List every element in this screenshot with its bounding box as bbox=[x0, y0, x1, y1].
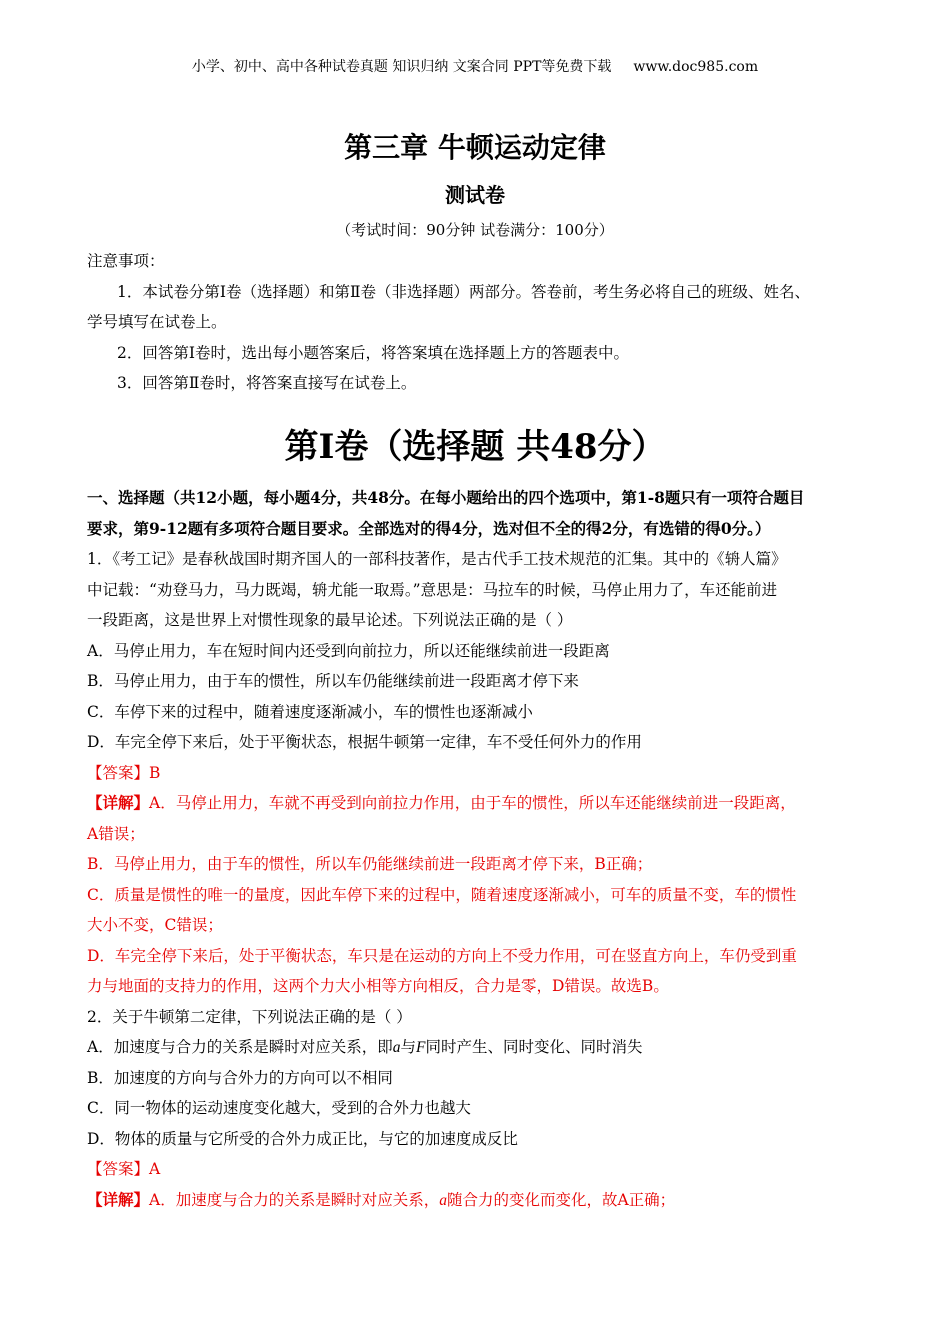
chapter-title: 第三章 牛顿运动定律 bbox=[344, 131, 606, 164]
q2-detail-a bbox=[87, 1185, 877, 1216]
header-url[interactable]: www.doc985.com bbox=[633, 59, 759, 75]
q1-detail-a-cont: A错误； bbox=[87, 824, 145, 843]
answer-label: 【答案】 bbox=[87, 1160, 150, 1178]
notes-heading: 注意事项： bbox=[87, 252, 165, 270]
q1-stem-line-3: 一段距离，这是世界上对惯性现象的最早论述。下列说法正确的是（ ） bbox=[87, 611, 573, 629]
answer-value: A bbox=[149, 1160, 161, 1178]
q1-detail-b: B．马停止用力，由于车的惯性，所以车仍能继续前进一段距离才停下来，B正确； bbox=[87, 855, 653, 873]
notes-block bbox=[87, 246, 877, 399]
q2-option-d: D．物体的质量与它所受的合外力成正比，与它的加速度成反比 bbox=[87, 1129, 518, 1148]
q2-answer bbox=[87, 1154, 877, 1185]
exam-info: （考试时间：90分钟 试卷满分：100分） bbox=[336, 221, 614, 239]
q1-option-a: A．马停止用力，车在短时间内还受到向前拉力，所以还能继续前进一段距离 bbox=[87, 641, 610, 660]
detail-label: 【详解】 bbox=[87, 793, 150, 812]
q1-detail-c: C．质量是惯性的唯一的量度，因此车停下来的过程中，随着速度逐渐减小，可车的质量不变，车的惯性 bbox=[87, 885, 797, 904]
q2-stem: 2．关于牛顿第二定律，下列说法正确的是（ ） bbox=[87, 1007, 412, 1026]
q1-detail-d-cont: 力与地面的支持力的作用，这两个力大小相等方向相反，合力是零，D错误。故选B。 bbox=[87, 977, 669, 995]
note-item-1-cont: 学号填写在试卷上。 bbox=[87, 313, 227, 331]
q1-option-b: B．马停止用力，由于车的惯性，所以车仍能继续前进一段距离才停下来 bbox=[87, 672, 579, 690]
detail-label: 【详解】 bbox=[87, 1189, 150, 1209]
q1-detail-a bbox=[87, 788, 877, 819]
instructions-line-2: 要求，第9-12题有多项符合题目要求。全部选对的得4分，选对但不全的得2分，有选错的得0分。） bbox=[87, 518, 771, 538]
detail-text-pre: A．加速度与合力的关系是瞬时对应关系， bbox=[149, 1190, 440, 1209]
q1-option-d: D．车完全停下来后，处于平衡状态，根据牛顿第一定律，车不受任何外力的作用 bbox=[87, 733, 642, 751]
section-title: 第Ⅰ卷（选择题 共48分） bbox=[284, 427, 666, 467]
q1-answer bbox=[87, 758, 877, 789]
page-header bbox=[0, 57, 950, 77]
detail-text: A．马停止用力，车就不再受到向前拉力作用，由于车的惯性，所以车还能继续前进一段距离， bbox=[149, 794, 796, 812]
q1-stem-line-1: 1．《考工记》是春秋战国时期齐国人的一部科技著作，是古代手工技术规范的汇集。其中的《辀人篇》 bbox=[87, 550, 787, 568]
answer-value: B bbox=[149, 763, 161, 782]
note-item-1: 1．本试卷分第Ⅰ卷（选择题）和第Ⅱ卷（非选择题）两部分。答卷前，考生务必将自己的班级、姓名、 bbox=[117, 282, 811, 301]
test-subtitle: 测试卷 bbox=[445, 183, 505, 207]
q1-detail-c-cont: 大小不变，C错误； bbox=[87, 916, 223, 934]
q2-option-c: C．同一物体的运动速度变化越大，受到的合外力也越大 bbox=[87, 1099, 471, 1117]
note-item-3: 3．回答第Ⅱ卷时，将答案直接写在试卷上。 bbox=[117, 374, 417, 392]
detail-text-post: 随合力的变化而变化，故A正确； bbox=[446, 1190, 676, 1209]
q2-option-a-text: A．加速度与合力的关系是瞬时对应关系，即 bbox=[87, 1038, 393, 1056]
questions-block bbox=[87, 483, 877, 1215]
q1-stem-line-2: 中记载：“劝登马力，马力既竭，辀尤能一取焉。”意思是：马拉车的时候，马停止用力了，车还能前进 bbox=[87, 580, 778, 599]
var-a: a bbox=[439, 1191, 447, 1209]
header-text: 小学、初中、高中各种试卷真题 知识归纳 文案合同 PPT等免费下载 bbox=[191, 59, 612, 75]
instructions-line-1: 一、选择题（共12小题，每小题4分，共48分。在每小题给出的四个选项中，第1-8题只有一项符合题目 bbox=[87, 488, 805, 507]
q2-option-a-post: 同时产生、同时变化、同时消失 bbox=[425, 1038, 643, 1056]
q1-option-c: C．车停下来的过程中，随着速度逐渐减小，车的惯性也逐渐减小 bbox=[87, 702, 533, 721]
answer-label: 【答案】 bbox=[87, 763, 150, 782]
var-a: a bbox=[392, 1039, 401, 1056]
q2-option-a bbox=[87, 1032, 877, 1063]
q2-option-b: B．加速度的方向与合外力的方向可以不相同 bbox=[87, 1068, 393, 1087]
note-item-2: 2．回答第Ⅰ卷时，选出每小题答案后，将答案填在选择题上方的答题表中。 bbox=[117, 343, 629, 362]
q1-detail-d: D．车完全停下来后，处于平衡状态，车只是在运动的方向上不受力作用，可在竖直方向上，车仍受到重 bbox=[87, 946, 797, 965]
q2-option-a-mid: 与 bbox=[400, 1038, 416, 1056]
var-f: F bbox=[415, 1039, 426, 1056]
